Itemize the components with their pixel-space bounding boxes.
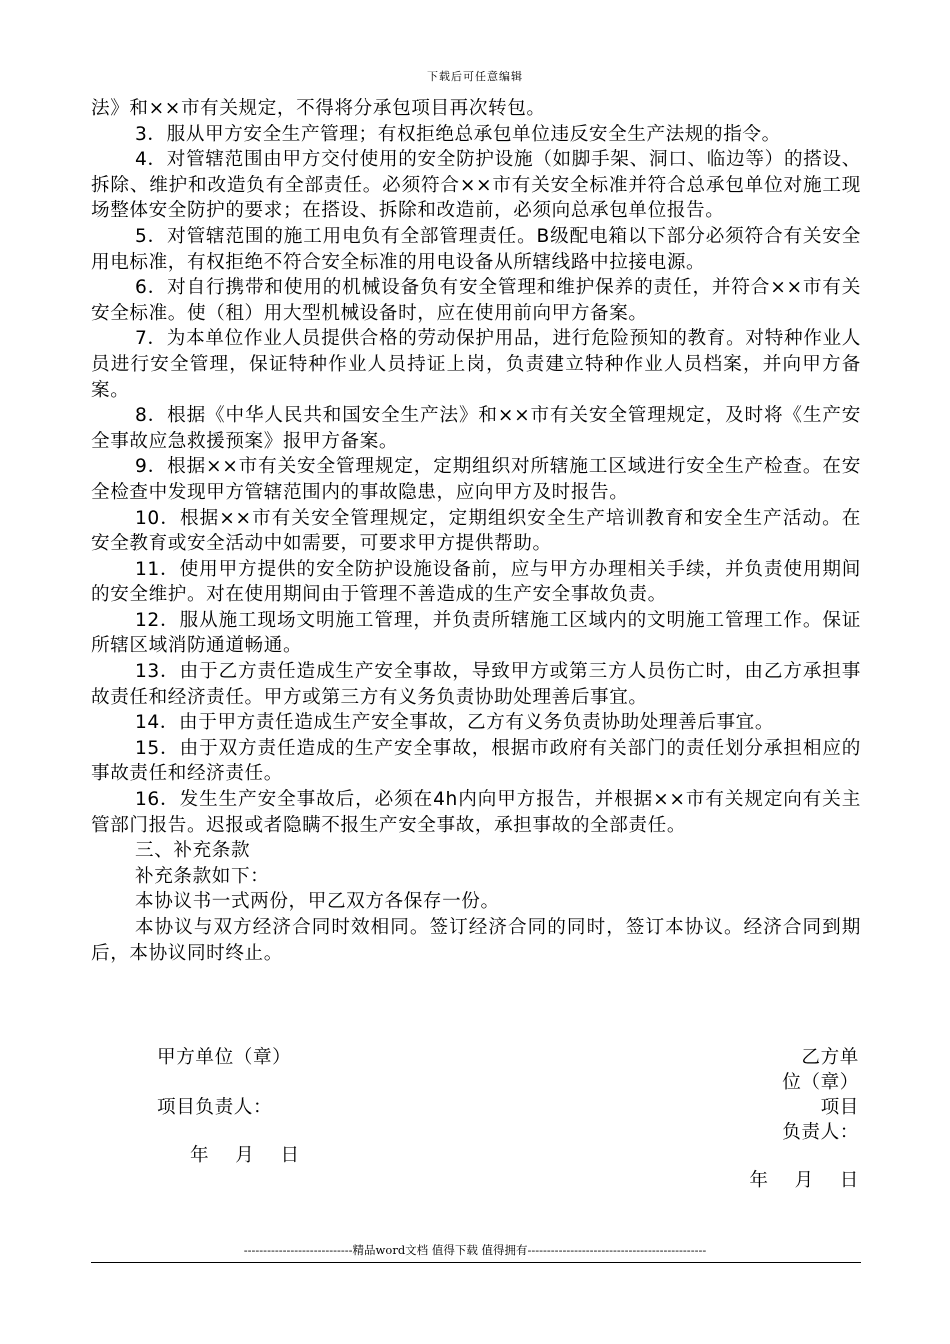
clause-9: 9．根据××市有关安全管理规定，定期组织对所辖施工区域进行安全生产检查。在安全检查中发现甲方管辖范围内的事故隐患，应向甲方及时报告。 xyxy=(91,456,861,503)
clause-4: 4．对管辖范围由甲方交付使用的安全防护设施（如脚手架、洞口、临边等）的搭设、拆除、维护和改造负有全部责任。必须符合××市有关安全标准并符合总承包单位对施工现场整体安全防护的要求；在搭设、拆除和改造前，必须向总承包单位报告。 xyxy=(91,149,861,222)
clause-3: 3．服从甲方安全生产管理；有权拒绝总承包单位违反安全生产法规的指令。 xyxy=(135,123,781,145)
party-a-manager-label: 项目负责人： xyxy=(157,1097,273,1118)
section-heading-supplementary: 三、补充条款 xyxy=(135,840,251,862)
party-b-manager-label-line2: 负责人： xyxy=(782,1122,859,1143)
clause-11: 11．使用甲方提供的安全防护设施设备前，应与甲方办理相关手续，并负责使用期间的安全维护。对在使用期间由于管理不善造成的生产安全事故负责。 xyxy=(91,558,861,606)
clause-16: 16．发生生产安全事故后，必须在4h内向甲方报告，并根据××市有关规定向有关主管部门报告。迟报或者隐瞒不报生产安全事故，承担事故的全部责任。 xyxy=(91,789,861,836)
clause-5: 5．对管辖范围的施工用电负有全部管理责任。B级配电箱以下部分必须符合有关安全用电标准，有权拒绝不符合安全标准的用电设备从所辖线路中拉接电源。 xyxy=(91,225,861,273)
party-b-unit-label-line2: 位（章） xyxy=(782,1072,859,1093)
footer-divider xyxy=(91,1262,861,1263)
clause-7: 7．为本单位作业人员提供合格的劳动保护用品，进行危险预知的教育。对特种作业人员进行安全管理，保证特种作业人员持证上岗，负责建立特种作业人员档案，并向甲方备案。 xyxy=(91,328,861,401)
party-a-date: 年 月 日 xyxy=(190,1145,300,1166)
supplementary-intro: 补充条款如下： xyxy=(135,865,270,887)
clause-6: 6．对自行携带和使用的机械设备负有安全管理和维护保养的责任，并符合××市有关安全标准。使（租）用大型机械设备时，应在使用前向甲方备案。 xyxy=(91,277,861,324)
validity-clause: 本协议与双方经济合同时效相同。签订经济合同的同时，签订本协议。经济合同到期后，本协议同时终止。 xyxy=(91,917,861,964)
party-b-date: 年 月 日 xyxy=(749,1170,859,1191)
copies-clause: 本协议书一式两份，甲乙双方各保存一份。 xyxy=(135,891,500,913)
page-footer-note: ----------------------------精品word文档 值得下载 值得拥有---------------------------------------------- xyxy=(243,1243,707,1257)
party-a-unit-label: 甲方单位（章） xyxy=(157,1047,292,1068)
document-body xyxy=(91,96,861,966)
clause-15: 15．由于双方责任造成的生产安全事故，根据市政府有关部门的责任划分承担相应的事故责任和经济责任。 xyxy=(91,737,861,785)
page-header-note: 下载后可任意编辑 xyxy=(427,70,523,83)
party-b-unit-label-line1: 乙方单 xyxy=(801,1047,859,1068)
clause-8: 8．根据《中华人民共和国安全生产法》和××市有关安全管理规定，及时将《生产安全事故应急救援预案》报甲方备案。 xyxy=(91,405,861,452)
paragraph-continuation: 法》和××市有关规定，不得将分承包项目再次转包。 xyxy=(91,98,546,119)
clause-10: 10．根据××市有关安全管理规定，定期组织安全生产培训教育和安全生产活动。在安全教育或安全活动中如需要，可要求甲方提供帮助。 xyxy=(91,507,861,555)
clause-12: 12．服从施工现场文明施工管理，并负责所辖施工区域内的文明施工管理工作。保证所辖区域消防通道畅通。 xyxy=(91,609,861,657)
clause-13: 13．由于乙方责任造成生产安全事故，导致甲方或第三方人员伤亡时，由乙方承担事故责任和经济责任。甲方或第三方有义务负责协助处理善后事宜。 xyxy=(91,661,861,708)
party-b-manager-label-line1: 项目 xyxy=(820,1097,859,1118)
clause-14: 14．由于甲方责任造成生产安全事故，乙方有义务负责协助处理善后事宜。 xyxy=(135,712,775,734)
